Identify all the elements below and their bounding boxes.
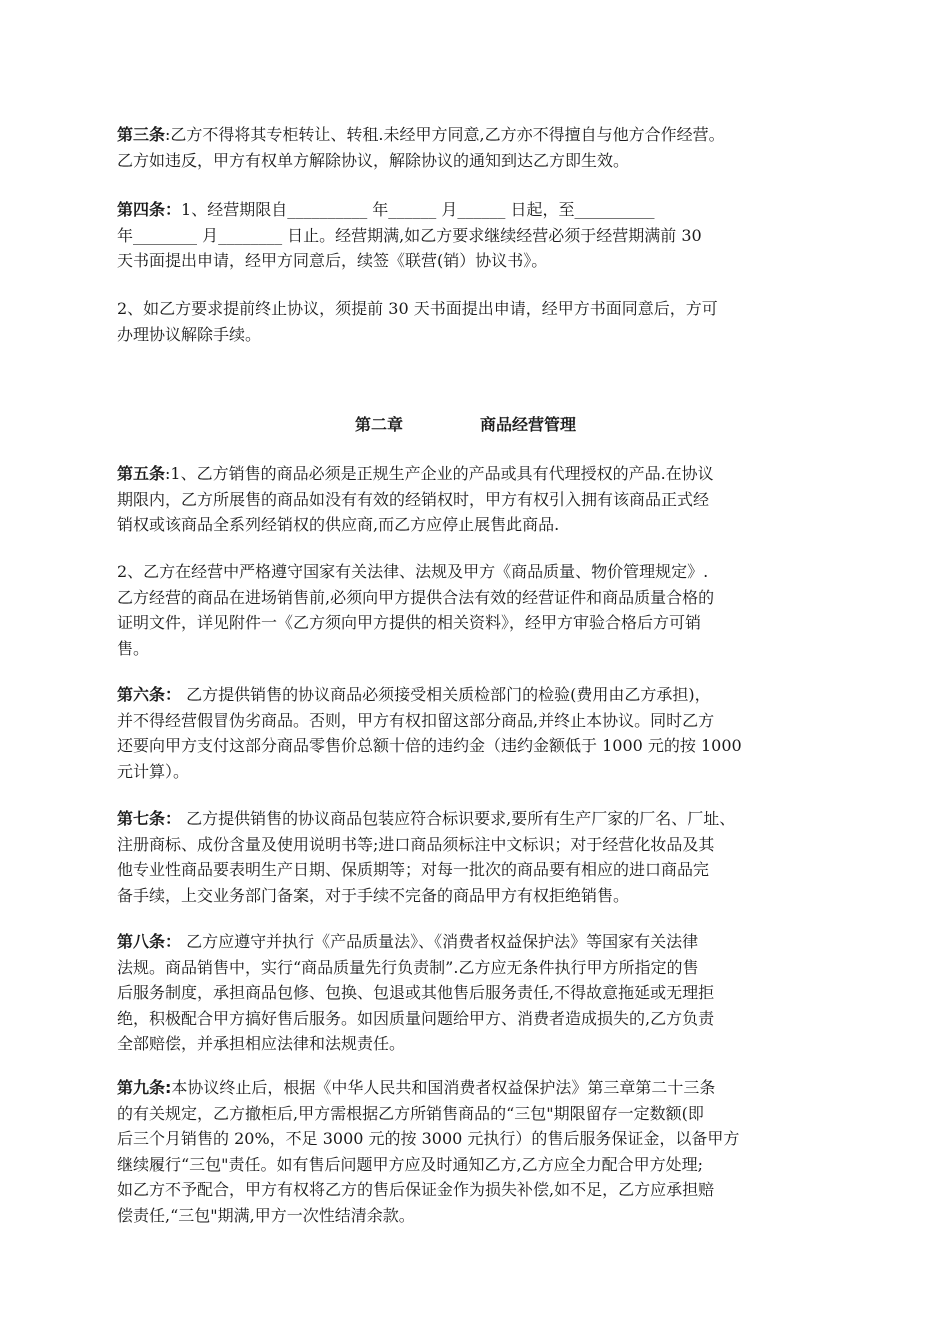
article-heading: 第六条： <box>117 685 182 704</box>
article-heading: 第八条： <box>117 932 182 951</box>
paragraph-text: 他专业性商品要表明生产日期、保质期等；对每一批次的商品要有相应的进口商品完 <box>117 860 710 879</box>
paragraph-text: 年________ 月________ 日止。经营期满,如乙方要求继续经营必须于经营期满前 30 <box>117 225 702 245</box>
paragraph-text: 本协议终止后，根据《中华人民共和国消费者权益保护法》第三章第二十三条 <box>171 1078 716 1097</box>
paragraph-text: :乙方不得将其专柜转让、转租.未经甲方同意,乙方亦不得擅自与他方合作经营。 <box>165 125 725 144</box>
article-7 <box>117 806 837 908</box>
paragraph-text: 并不得经营假冒伪劣商品。否则，甲方有权扣留这部分商品,并终止本协议。同时乙方 <box>117 710 715 730</box>
article-heading: 第五条 <box>117 464 166 483</box>
article-5 <box>117 461 837 538</box>
paragraph-text: 元计算）。 <box>117 761 190 781</box>
article-3 <box>117 122 837 173</box>
paragraph-text: 期限内，乙方所展售的商品如没有有效的经销权时，甲方有权引入拥有该商品正式经 <box>117 489 710 509</box>
paragraph-text: 乙方应遵守并执行《产品质量法》、《消费者权益保护法》等国家有关法律 <box>181 932 699 951</box>
paragraph-text: 的有关规定，乙方撤柜后,甲方需根据乙方所销售商品的“三包"期限留存一定数额(即 <box>117 1103 704 1123</box>
paragraph-text: 办理协议解除手续。 <box>117 324 262 344</box>
paragraph-text: 如乙方不予配合，甲方有权将乙方的售后保证金作为损失补偿,如不足，乙方应承担赔 <box>117 1180 715 1199</box>
article-8 <box>117 929 837 1057</box>
paragraph-text: 注册商标、成份含量及使用说明书等;进口商品须标注中文标识；对于经营化妆品及其 <box>117 834 715 854</box>
paragraph-text: 备手续，上交业务部门备案，对于手续不完备的商品甲方有权拒绝销售。 <box>117 885 630 905</box>
article-9 <box>117 1075 837 1228</box>
paragraph-text: 乙方经营的商品在进场销售前,必须向甲方提供合法有效的经营证件和商品质量合格的 <box>117 587 715 607</box>
paragraph-text: 后三个月销售的 20%，不足 3000 元的按 3000 元执行）的售后服务保证金，以备甲方 <box>117 1129 740 1148</box>
article-heading: 第四条： <box>117 200 182 219</box>
article-heading: 第七条： <box>117 809 182 828</box>
article-5-clause-2 <box>117 559 837 661</box>
paragraph-text: 2、乙方在经营中严格遵守国家有关法律、法规及甲方《商品质量、物价管理规定》. <box>117 562 709 581</box>
paragraph-text: 乙方提供销售的协议商品包装应符合标识要求,要所有生产厂家的厂名、厂址、 <box>181 809 736 828</box>
paragraph-text: 销权或该商品全系列经销权的供应商,而乙方应停止展售此商品. <box>117 515 560 534</box>
paragraph-text: 1、经营期限自__________ 年______ 月______ 日起，至__________ <box>181 200 655 219</box>
article-4 <box>117 197 837 274</box>
paragraph-text: 后服务制度，承担商品包修、包换、包退或其他售后服务责任,不得故意拖延或无理拒 <box>117 983 715 1002</box>
paragraph-text: 乙方提供销售的协议商品必须接受相关质检部门的检验(费用由乙方承担)， <box>181 685 711 704</box>
paragraph-text: 绝，积极配合甲方搞好售后服务。如因质量问题给甲方、消费者造成损失的,乙方负责 <box>117 1008 715 1028</box>
chapter-title: 商品经营管理 <box>480 415 577 434</box>
article-6 <box>117 682 837 784</box>
paragraph-text: 证明文件，详见附件一《乙方须向甲方提供的相关资料》，经甲方审验合格后方可销 <box>117 613 702 632</box>
chapter-number: 第二章 <box>355 415 404 434</box>
paragraph-text: 继续履行“三包"责任。如有售后问题甲方应及时通知乙方,乙方应全力配合甲方处理; <box>117 1154 704 1174</box>
paragraph-text: 售。 <box>117 638 150 658</box>
paragraph-text: 全部赔偿，并承担相应法律和法规责任。 <box>117 1034 406 1053</box>
paragraph-text: 还要向甲方支付这部分商品零售价总额十倍的违约金（违约金额低于 1000 元的按 1000 <box>117 736 742 755</box>
paragraph-text: 天书面提出申请，经甲方同意后，续签《联营(销）协议书》。 <box>117 251 548 270</box>
paragraph-text: 法规。商品销售中，实行“商品质量先行负责制”.乙方应无条件执行甲方所指定的售 <box>117 957 699 977</box>
paragraph-text: 乙方如违反，甲方有权单方解除协议，解除协议的通知到达乙方即生效。 <box>117 150 630 170</box>
article-heading: 第三条 <box>117 125 166 144</box>
paragraph-text: 2、如乙方要求提前终止协议，须提前 30 天书面提出申请，经甲方书面同意后，方可 <box>117 299 718 318</box>
paragraph-text: :1、乙方销售的商品必须是正规生产企业的产品或具有代理授权的产品.在协议 <box>165 464 714 483</box>
article-4-clause-2 <box>117 296 837 347</box>
paragraph-text: 偿责任,“三包"期满,甲方一次性结清余款。 <box>117 1205 415 1225</box>
article-heading: 第九条: <box>117 1078 172 1097</box>
